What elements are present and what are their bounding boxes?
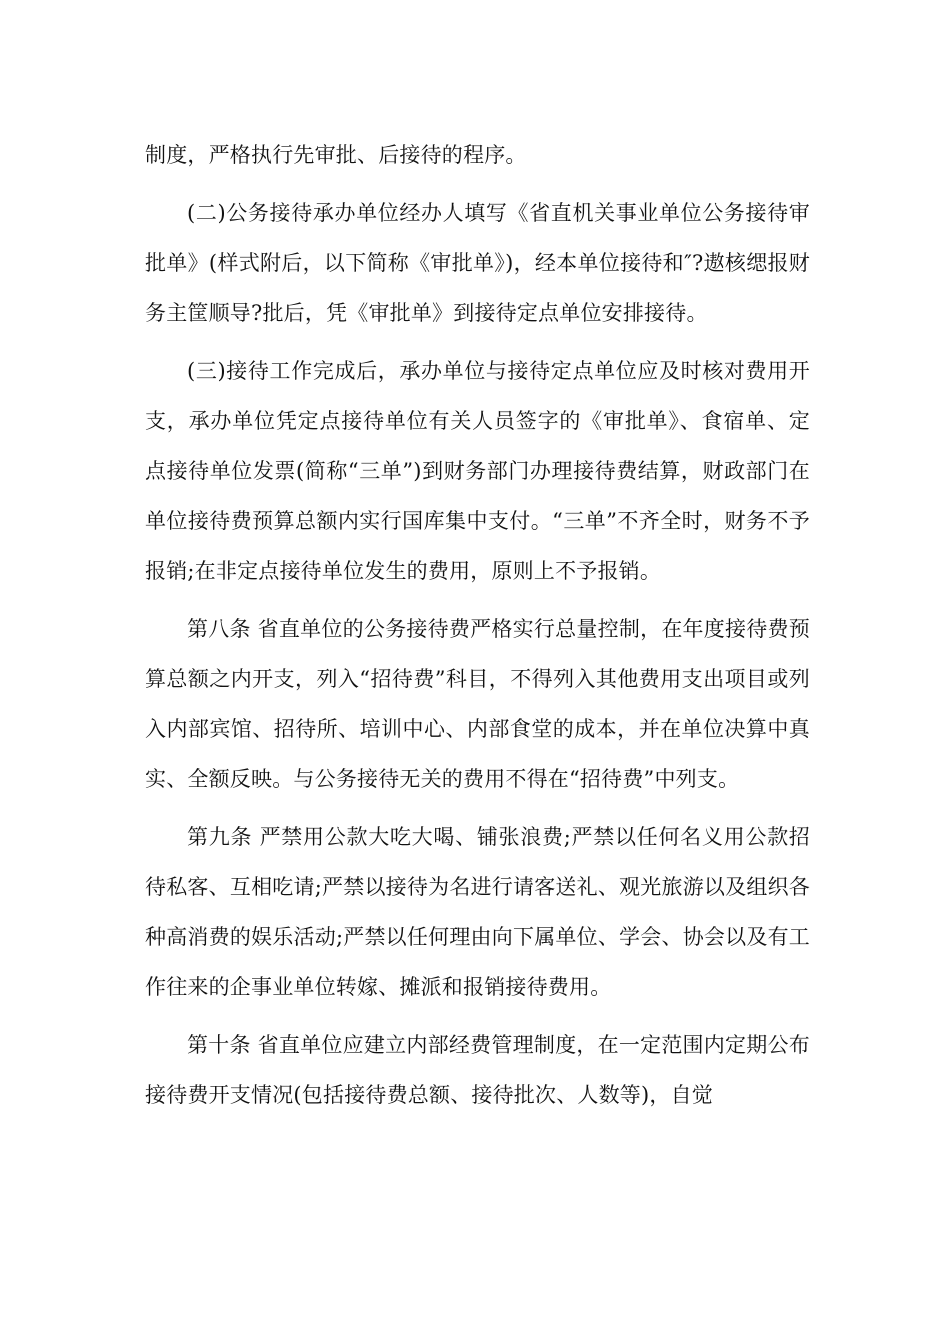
paragraph-continuation: 制度，严格执行先审批、后接待的程序。 [145, 143, 527, 167]
paragraph-article-9: 第九条 严禁用公款大吃大喝、铺张浪费;严禁以任何名义用公款招待私客、互相吃请;严禁以接待为名进行请客送礼、观光旅游以及组织各种高消费的娱乐活动;严禁以任何理由向下属单位、学会、协会以及有工作往来的企事业单位转嫁、摊派和报销接待费用。 [145, 825, 810, 999]
paragraph-article-8: 第八条 省直单位的公务接待费严格实行总量控制，在年度接待费预算总额之内开支，列入“招待费”科目，不得列入其他费用支出项目或列入内部宾馆、招待所、培训中心、内部食堂的成本，并在单位决算中真实、全额反映。与公务接待无关的费用不得在“招待费”中列支。 [145, 617, 810, 791]
paragraph-settlement: (三)接待工作完成后，承办单位与接待定点单位应及时核对费用开支，承办单位凭定点接待单位有关人员签字的《审批单》、食宿单、定点接待单位发票(简称“三单”)到财务部门办理接待费结算，财政部门在单位接待费预算总额内实行国库集中支付。“三单”不齐全时，财务不予报销;在非定点接待单位发生的费用，原则上不予报销。 [145, 359, 810, 583]
paragraph-approval-form: (二)公务接待承办单位经办人填写《省直机关事业单位公务接待审批单》(样式附后，以下简称《审批单》)，经本单位接待和″?遨核缌报财务主筐顺导?批后，凭《审批单》到接待定点单位安排接待。 [145, 201, 810, 325]
paragraph-article-10: 第十条 省直单位应建立内部经费管理制度，在一定范围内定期公布接待费开支情况(包括接待费总额、接待批次、人数等)，自觉 [145, 1033, 810, 1107]
document-body [145, 130, 810, 1120]
